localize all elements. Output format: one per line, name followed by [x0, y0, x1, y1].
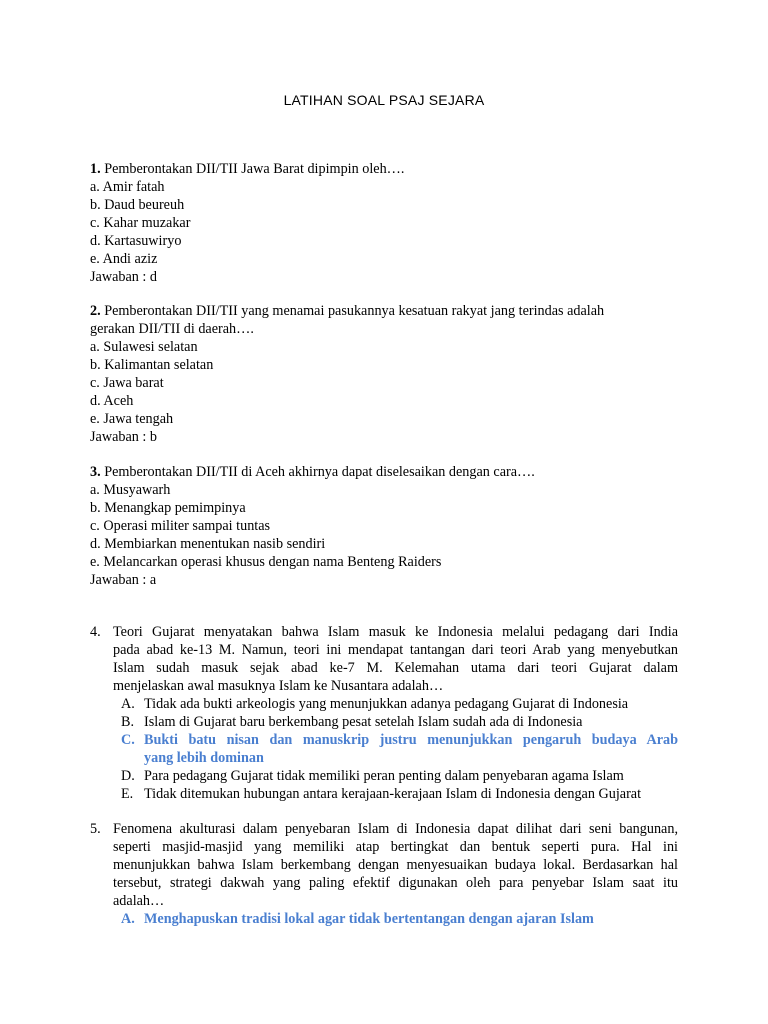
page-title: LATIHAN SOAL PSAJ SEJARA [283, 92, 485, 108]
option-a-correct: A. Menghapuskan tradisi lokal agar tidak bertentangan dengan ajaran Islam [121, 911, 594, 927]
question-text: 3. Pemberontakan DII/TII di Aceh akhirnya dapat diselesaikan dengan cara…. [90, 464, 535, 480]
option: e. Jawa tengah [90, 411, 174, 427]
question-2 [90, 302, 680, 446]
question-number: 2. [90, 303, 101, 319]
question-number: 3. [90, 464, 101, 480]
question-number: 5. [90, 821, 101, 837]
option: d. Kartasuwiryo [90, 233, 182, 249]
question-text: 1. Pemberontakan DII/TII Jawa Barat dipimpin oleh…. [90, 161, 405, 177]
option: e. Andi aziz [90, 251, 158, 267]
question-4 [90, 623, 678, 803]
option: d. Aceh [90, 393, 134, 409]
option: a. Amir fatah [90, 179, 165, 195]
option: b. Daud beureuh [90, 197, 185, 213]
question-5 [90, 820, 678, 928]
option-a: A. Tidak ada bukti arkeologis yang menunjukkan adanya pedagang Gujarat di Indonesia [121, 696, 629, 712]
question-text-continued: gerakan DII/TII di daerah…. [90, 321, 254, 337]
question-number: 4. [90, 624, 101, 640]
option-d: D. Para pedagang Gujarat tidak memiliki peran penting dalam penyebaran agama Islam [121, 768, 624, 784]
answer-key: Jawaban : b [90, 429, 157, 445]
answer-key: Jawaban : a [90, 572, 157, 588]
question-3 [90, 463, 680, 589]
options-list [90, 910, 678, 928]
option: e. Melancarkan operasi khusus dengan nama Benteng Raiders [90, 554, 442, 570]
option: a. Sulawesi selatan [90, 339, 198, 355]
option: a. Musyawarh [90, 482, 171, 498]
option: b. Kalimantan selatan [90, 357, 214, 373]
option: c. Operasi militer sampai tuntas [90, 518, 271, 534]
question-text: 2. Pemberontakan DII/TII yang menamai pasukannya kesatuan rakyat jang terindas adalah [90, 303, 605, 319]
question-number: 1. [90, 161, 101, 177]
option-e: E. Tidak ditemukan hubungan antara kerajaan-kerajaan Islam di Indonesia dengan Gujarat [121, 786, 642, 802]
option: d. Membiarkan menentukan nasib sendiri [90, 536, 326, 552]
question-text: Teori Gujarat menyatakan bahwa Islam masuk ke Indonesia melalui pedagang dari India pada abad ke-13 M. Namun, teori ini mendapat tantangan dari teori Arab yang menyebutkan Islam sudah masuk sejak abad ke-7 M. Kelemahan utama dari teori Gujarat dalam menjelaskan awal masuknya Islam ke Nusantara adalah… [113, 624, 678, 694]
option: b. Menangkap pemimpinya [90, 500, 246, 516]
option-b: B. Islam di Gujarat baru berkembang pesat setelah Islam sudah ada di Indonesia [121, 714, 583, 730]
option: c. Kahar muzakar [90, 215, 191, 231]
option: c. Jawa barat [90, 375, 164, 391]
answer-key: Jawaban : d [90, 269, 157, 285]
options-list [90, 695, 678, 803]
question-1 [90, 160, 680, 286]
option-c-correct: C. Bukti batu nisan dan manuskrip justru menunjukkan pengaruh budaya Arab yang lebih dominan [121, 732, 678, 766]
question-text: Fenomena akulturasi dalam penyebaran Islam di Indonesia dapat dilihat dari seni bangunan, seperti masjid-masjid yang memiliki atap bertingkat dan bentuk seperti pura. Hal ini menunjukkan bahwa Islam berkembang dengan menyesuaikan budaya lokal. Berdasarkan hal tersebut, strategi dakwah yang paling efektif digunakan oleh para penyebar Islam saat itu adalah… [113, 821, 678, 909]
